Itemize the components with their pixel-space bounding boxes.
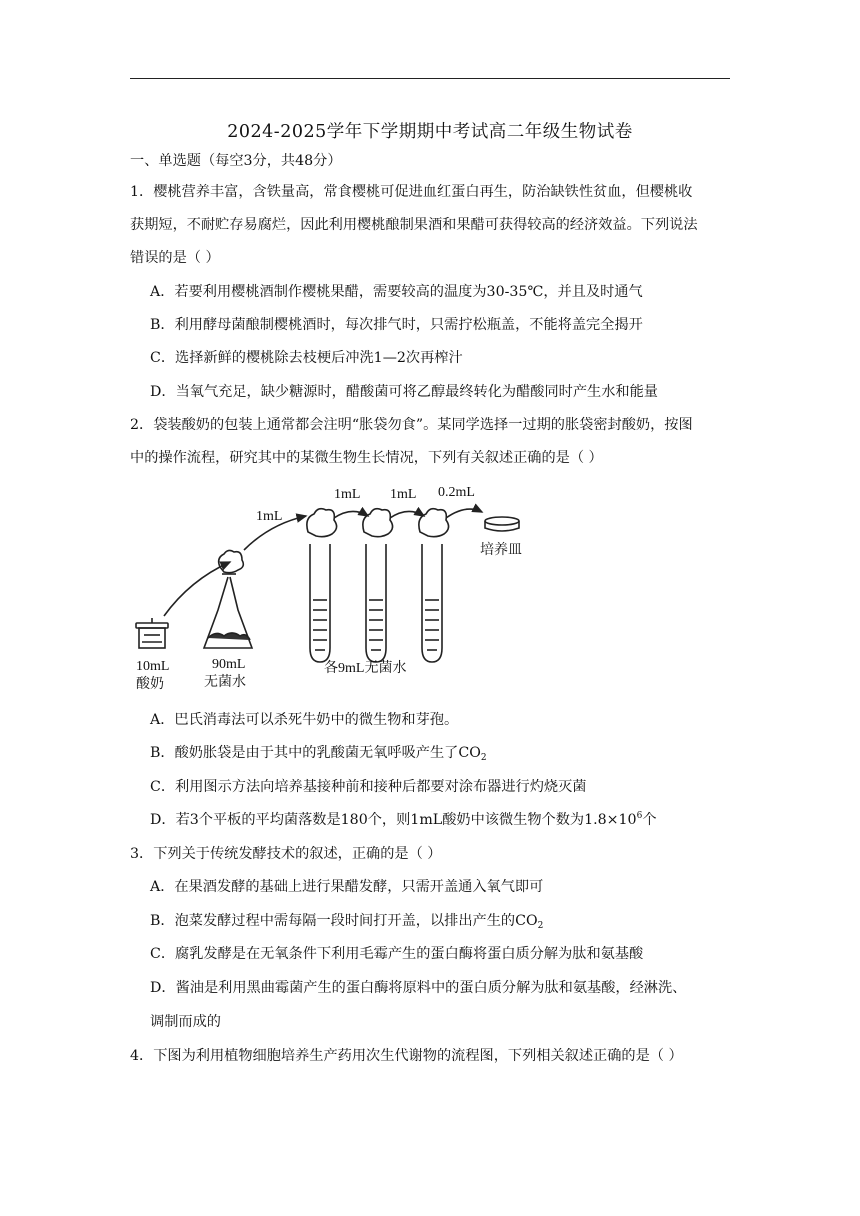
- q3-option-a: A．在果酒发酵的基础上进行果醋发酵，只需开盖通入氧气即可: [150, 879, 544, 895]
- q1-option-d: D．当氧气充足，缺少糖源时，醋酸菌可将乙醇最终转化为醋酸同时产生水和能量: [150, 384, 658, 400]
- yogurt-label: 酸奶: [136, 677, 164, 692]
- q1-stem-line3: 错误的是（ ）: [130, 250, 220, 266]
- header-rule: [130, 78, 730, 79]
- q2-option-d: D．若3个平板的平均菌落数是180个，则1mL酸奶中该微生物个数为$1.8\times 10^6$个: [150, 811, 657, 828]
- flask-label: 无菌水: [204, 675, 246, 690]
- q2-option-b: B．酸奶胀袋是由于其中的乳酸菌无氧呼吸产生了$CO_2$: [150, 745, 487, 763]
- yogurt-cup-icon: [136, 618, 168, 648]
- test-tube-icon-1: [307, 509, 337, 662]
- q3-option-c: C．腐乳发酵是在无氧条件下利用毛霉产生的蛋白酶将蛋白质分解为肽和氨基酸: [150, 946, 644, 962]
- dish-label: 培养皿: [480, 543, 522, 558]
- q3-option-d-line2: 调制而成的: [150, 1014, 221, 1030]
- q4-stem: 4．下图为利用植物细胞培养生产药用次生代谢物的流程图，下列相关叙述正确的是（ ）: [130, 1048, 683, 1064]
- q2-stem-line1: 2．袋装酸奶的包装上通常都会注明“胀袋勿食”。某同学选择一过期的胀袋密封酸奶，按图: [130, 417, 693, 433]
- yogurt-volume-label: 10mL: [136, 659, 170, 674]
- test-tube-icon-2: [363, 509, 393, 662]
- test-tube-icon-3: [419, 509, 449, 662]
- q1-stem-line1: 1．樱桃营养丰富，含铁量高，常食樱桃可促进血红蛋白再生，防治缺铁性贫血，但樱桃收: [130, 184, 693, 200]
- petri-dish-icon: [485, 517, 519, 531]
- volume-label-3: 1mL: [390, 487, 417, 502]
- q1-option-c: C．选择新鲜的樱桃除去枝梗后冲洗1—2次再榨汁: [150, 350, 463, 366]
- flask-volume-label: 90mL: [212, 657, 246, 672]
- q2-option-a: A．巴氏消毒法可以杀死牛奶中的微生物和芽孢。: [150, 712, 459, 728]
- q2-stem-line2: 中的操作流程，研究其中的某微生物生长情况，下列有关叙述正确的是（ ）: [130, 450, 603, 466]
- volume-label-1: 1mL: [256, 509, 283, 524]
- volume-label-4: 0.2mL: [438, 485, 475, 500]
- volume-label-2: 1mL: [334, 487, 361, 502]
- q2-option-c: C．利用图示方法向培养基接种前和接种后都要对涂布器进行灼烧灭菌: [150, 779, 587, 795]
- q1-option-a: A．若要利用樱桃酒制作樱桃果醋，需要较高的温度为30-35℃，并且及时通气: [150, 284, 643, 300]
- tubes-label: 各9mL无菌水: [324, 661, 407, 676]
- flask-icon: [204, 550, 252, 648]
- dilution-figure: [120, 472, 640, 702]
- q3-option-d-line1: D．酱油是利用黑曲霉菌产生的蛋白酶将原料中的蛋白质分解为肽和氨基酸，经淋洗、: [150, 980, 687, 996]
- section-heading: 一、单选题（每空3分，共48分）: [130, 153, 342, 169]
- q3-option-b: B．泡菜发酵过程中需每隔一段时间打开盖，以排出产生的$CO_2$: [150, 913, 544, 931]
- q1-stem-line2: 获期短，不耐贮存易腐烂，因此利用樱桃酿制果酒和果醋可获得较高的经济效益。下列说法: [130, 217, 698, 233]
- q3-stem: 3．下列关于传统发酵技术的叙述，正确的是（ ）: [130, 846, 442, 862]
- exam-title: 2024-2025学年下学期期中考试高二年级生物试卷: [227, 122, 633, 142]
- q1-option-b: B．利用酵母菌酿制樱桃酒时，每次排气时，只需拧松瓶盖，不能将盖完全揭开: [150, 317, 643, 333]
